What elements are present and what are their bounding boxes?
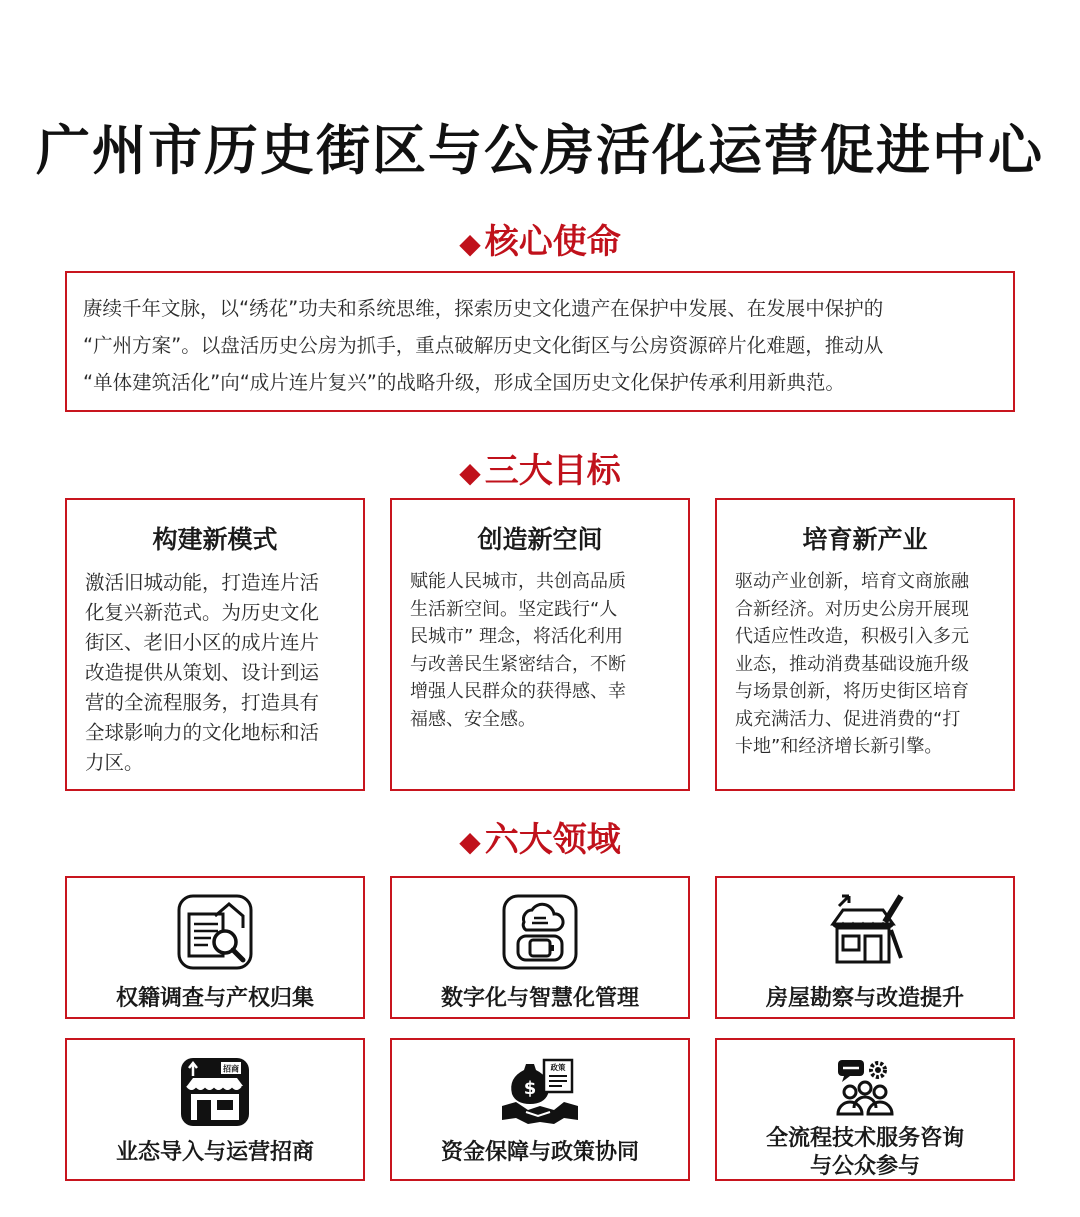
goal-line: 全球影响力的文化地标和活	[85, 721, 320, 744]
page-title: 广州市历史街区与公房活化运营促进中心	[36, 119, 1044, 182]
goal-line: 与改善民生紧密结合，不断	[410, 653, 626, 675]
goal-card-new-industry	[715, 498, 1015, 791]
goal-line: 驱动产业创新，培育文商旅融	[735, 571, 969, 592]
goal-title: 创造新空间	[477, 525, 603, 554]
domain-card-consulting-participation	[715, 1038, 1015, 1181]
diamond-marker-icon: ◆	[459, 227, 481, 260]
section-heading-domains: ◆ 六大领域	[459, 820, 621, 860]
goal-card-new-space	[390, 498, 690, 791]
goal-title: 培育新产业	[802, 525, 928, 554]
section-heading-mission: ◆ 核心使命	[459, 222, 621, 262]
goal-title: 构建新模式	[152, 525, 278, 554]
goal-line: 激活旧城动能，打造连片活	[85, 571, 320, 594]
domain-label: 资金保障与政策协同	[440, 1139, 639, 1165]
goal-line: 力区。	[85, 751, 144, 774]
domain-label: 权籍调查与产权归集	[115, 985, 314, 1011]
shop-renovation-tools-icon	[825, 892, 905, 972]
goal-line: 改造提供从策划、设计到运	[85, 661, 320, 684]
goal-line: 增强人民群众的获得感、幸	[410, 681, 626, 702]
domain-label: 房屋勘察与改造提升	[765, 985, 964, 1011]
goal-line: 福感、安全感。	[410, 708, 536, 730]
domain-card-property-survey	[65, 876, 365, 1019]
mission-line: 赓续千年文脉，以“绣花”功夫和系统思维，探索历史文化遗产在保护中发展、在发展中保护的	[83, 297, 884, 320]
goal-line: 合新经济。对历史公房开展现	[735, 598, 969, 620]
domain-card-house-survey	[715, 876, 1015, 1019]
money-handshake-policy-icon	[498, 1056, 582, 1128]
mission-line: “单体建筑活化”向“成片连片复兴”的战略升级，形成全国历史文化保护传承利用新典范。	[83, 371, 845, 394]
icon-sign-text: 招商	[223, 1064, 239, 1074]
domain-label: 全流程技术服务咨询 与公众参与	[765, 1125, 964, 1179]
domain-card-funding-policy	[390, 1038, 690, 1181]
mission-line: “广州方案”。以盘活历史公房为抓手，重点破解历史文化街区与公房资源碎片化难题，推动从	[83, 334, 884, 357]
people-consulting-gear-icon	[830, 1058, 900, 1118]
goal-line: 代适应性改造，积极引入多元	[735, 626, 969, 647]
goal-line: 赋能人民城市，共创高品质	[410, 571, 626, 592]
icon-doc-text: 政策	[550, 1063, 566, 1072]
goal-line: 生活新空间。坚定践行“人	[410, 598, 618, 620]
domain-card-business-investment	[65, 1038, 365, 1181]
svg-text:$: $	[523, 1078, 537, 1099]
section-heading-goals: ◆ 三大目标	[459, 451, 621, 491]
goal-line: 卡地”和经济增长新引擎。	[735, 736, 943, 757]
goal-card-new-model	[65, 498, 365, 791]
goal-line: 街区、老旧小区的成片连片	[85, 631, 320, 654]
document-search-house-icon	[175, 892, 255, 972]
goal-line: 营的全流程服务，打造具有	[85, 691, 320, 714]
goal-line: 化复兴新范式。为历史文化	[85, 601, 320, 624]
domain-card-digital-management	[390, 876, 690, 1019]
goal-line: 与场景创新，将历史街区培育	[735, 681, 969, 702]
diamond-marker-icon: ◆	[459, 456, 481, 489]
goal-line: 民城市” 理念，将活化利用	[410, 626, 624, 647]
mission-box	[65, 271, 1015, 412]
goal-line: 业态，推动消费基础设施升级	[735, 653, 969, 675]
cloud-smartwatch-icon	[500, 892, 580, 972]
goal-line: 成充满活力、促进消费的“打	[735, 708, 961, 730]
diamond-marker-icon: ◆	[459, 825, 481, 858]
domain-label: 数字化与智慧化管理	[440, 985, 639, 1011]
storefront-investment-icon	[179, 1056, 251, 1128]
domain-label: 业态导入与运营招商	[115, 1139, 314, 1165]
